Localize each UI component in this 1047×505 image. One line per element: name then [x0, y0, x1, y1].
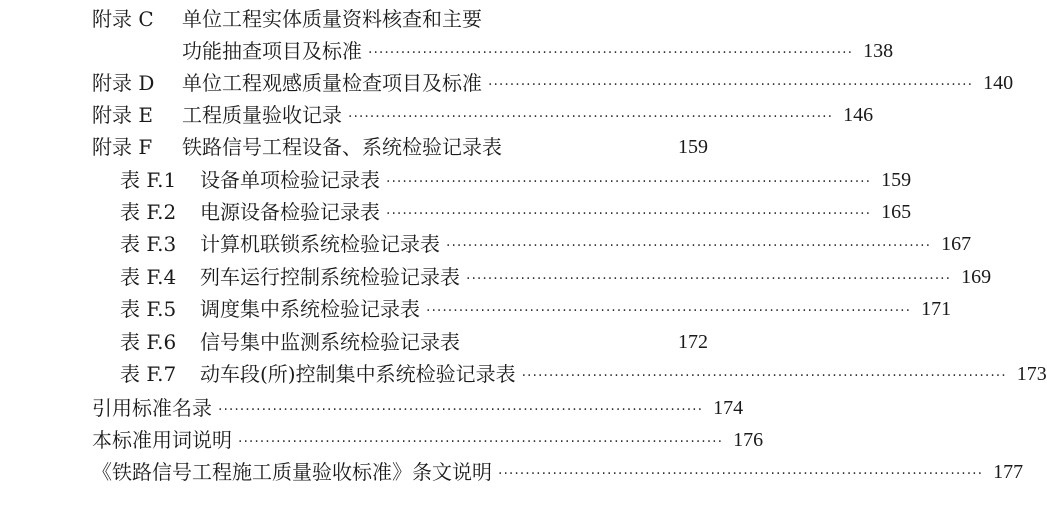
toc-page-number: 172: [678, 331, 708, 353]
toc-page-number: 159: [678, 136, 708, 158]
toc-entry-normative-references[interactable]: [92, 393, 744, 423]
toc-page-number: 173: [1016, 363, 1047, 385]
toc-page-number: 174: [713, 397, 744, 419]
toc-leader-dots: ·························································································: [218, 402, 704, 418]
toc-entry-number: 表 F.3: [120, 232, 177, 256]
toc-entry-number: 表 F.1: [120, 168, 177, 192]
toc-entry-number: 附录 F: [92, 135, 153, 159]
toc-entry-number: 表 F.6: [120, 330, 177, 354]
toc-entry-table-f7[interactable]: [120, 359, 1047, 389]
toc-entry-title: 功能抽查项目及标准: [182, 39, 362, 63]
toc-entry-title: 铁路信号工程设备、系统检验记录表: [182, 135, 502, 159]
toc-entry-appendix-d[interactable]: [92, 68, 1014, 98]
toc-leader-dots: ·························································································: [488, 77, 974, 93]
toc-page-number: 177: [993, 461, 1024, 483]
toc-entry-wording-explanation[interactable]: [92, 425, 764, 455]
toc-leader-dots: ·························································································: [386, 174, 872, 190]
toc-page-number: 176: [733, 429, 764, 451]
toc-entry-appendix-c-continued[interactable]: [92, 36, 894, 66]
toc-entry-title: 电源设备检验记录表: [200, 200, 380, 224]
toc-page-number: 140: [983, 72, 1014, 94]
toc-page-number: 169: [961, 266, 992, 288]
toc-leader-dots: ·························································································: [498, 466, 984, 482]
toc-page-number: 146: [843, 104, 874, 126]
toc-entry-table-f5[interactable]: [120, 294, 952, 324]
toc-leader-dots: ·························································································: [368, 45, 854, 61]
toc-page-number: 171: [921, 298, 952, 320]
toc-entry-table-f6[interactable]: [120, 327, 708, 357]
toc-entry-title: 本标准用词说明: [92, 428, 232, 452]
toc-page-number: 159: [881, 169, 912, 191]
toc-entry-table-f4[interactable]: [120, 262, 992, 292]
toc-entry-title: 《铁路信号工程施工质量验收标准》条文说明: [92, 460, 492, 484]
toc-leader-dots: ·························································································: [446, 238, 932, 254]
toc-entry-number: 表 F.5: [120, 297, 177, 321]
toc-leader-dots: ·························································································: [238, 434, 724, 450]
toc-entry-title: 计算机联锁系统检验记录表: [200, 232, 440, 256]
toc-entry-appendix-e[interactable]: [92, 100, 874, 130]
toc-entry-number: 附录 E: [92, 103, 153, 127]
toc-entry-title: 调度集中系统检验记录表: [200, 297, 420, 321]
toc-entry-title: 信号集中监测系统检验记录表: [200, 330, 460, 354]
toc-entry-number: 表 F.2: [120, 200, 177, 224]
toc-page-number: 167: [941, 233, 972, 255]
toc-leader-dots: ·························································································: [426, 303, 912, 319]
toc-page-number: 165: [881, 201, 912, 223]
toc-leader-dots: ·························································································: [521, 368, 1007, 384]
toc-entry-table-f3[interactable]: [120, 229, 972, 259]
toc-entry-number: 附录 C: [92, 7, 154, 31]
toc-entry-title: 列车运行控制系统检验记录表: [200, 265, 460, 289]
toc-entry-table-f2[interactable]: [120, 197, 912, 227]
toc-entry-number: 表 F.4: [120, 265, 177, 289]
toc-entry-appendix-c[interactable]: [92, 4, 708, 34]
toc-entry-appendix-f[interactable]: [92, 132, 708, 162]
toc-entry-title: 单位工程实体质量资料核查和主要: [182, 7, 482, 31]
toc-page-number: 138: [863, 40, 894, 62]
toc-entry-number: 附录 D: [92, 71, 155, 95]
toc-entry-number: 表 F.7: [120, 362, 177, 386]
toc-entry-provision-explanation[interactable]: [92, 457, 1024, 487]
toc-entry-title: 设备单项检验记录表: [200, 168, 380, 192]
toc-entry-title: 引用标准名录: [92, 396, 212, 420]
toc-leader-dots: ·························································································: [466, 271, 952, 287]
toc-leader-dots: ·························································································: [348, 109, 834, 125]
toc-entry-table-f1[interactable]: [120, 165, 912, 195]
toc-leader-dots: ·························································································: [386, 206, 872, 222]
toc-entry-title: 单位工程观感质量检查项目及标准: [182, 71, 482, 95]
toc-entry-title: 动车段(所)控制集中系统检验记录表: [200, 362, 516, 386]
toc-entry-title: 工程质量验收记录: [182, 103, 342, 127]
